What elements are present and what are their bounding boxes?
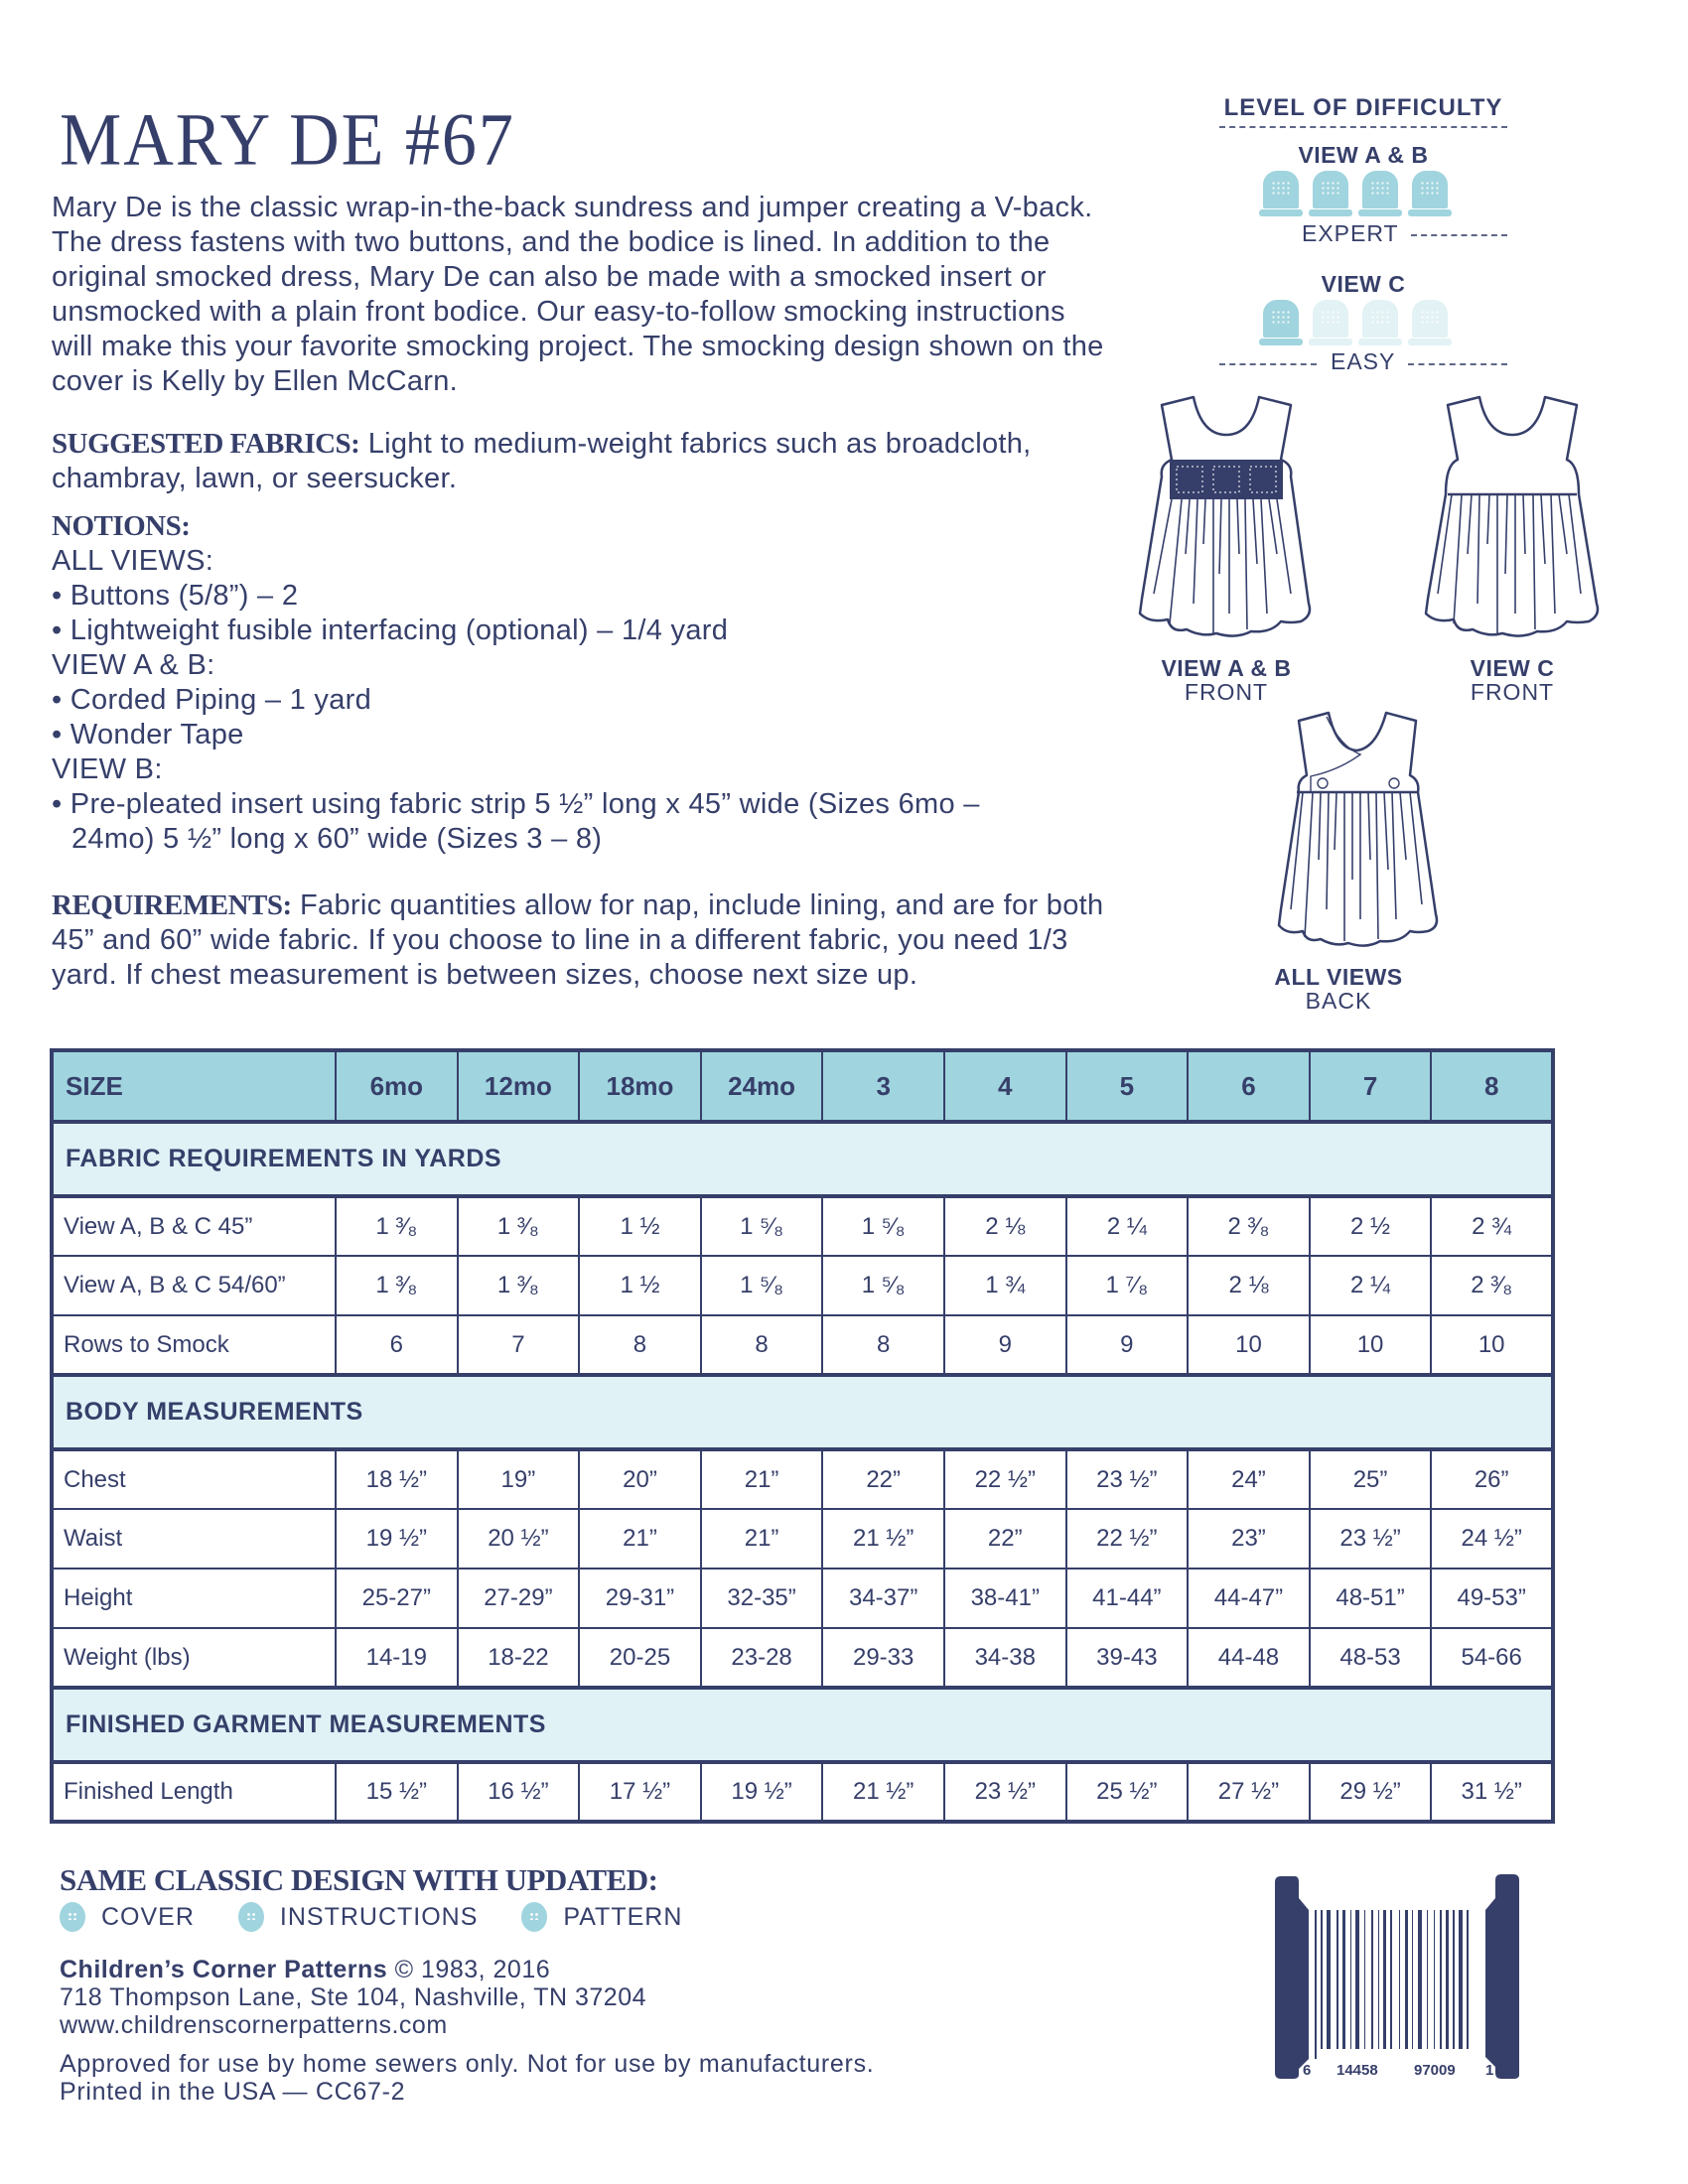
- table-cell: 44-47”: [1188, 1569, 1310, 1628]
- table-cell: 25”: [1310, 1449, 1432, 1509]
- table-row: [52, 1569, 1553, 1628]
- table-cell: 2 ³⁄₈: [1188, 1196, 1310, 1256]
- table-cell: 49-53”: [1431, 1569, 1553, 1628]
- notions-group-label: ALL VIEWS:: [52, 545, 214, 577]
- illustration-label-view-ab: [1122, 656, 1331, 704]
- table-cell: 22 ½”: [944, 1449, 1066, 1509]
- table-cell: 8: [701, 1315, 823, 1375]
- thimble-icon: [1259, 300, 1303, 345]
- table-cell: 20”: [579, 1449, 701, 1509]
- dress-back-illustration: [1269, 711, 1448, 959]
- requirements-text: Fabric quantities allow for nap, include lining, and are for both 45” and 60” wide fabric. If you choose to line in a different fabric, you need 1/3 yard. If chest measurement is between sizes, choose next size up.: [52, 889, 1104, 991]
- intro-paragraph: Mary De is the classic wrap-in-the-back sundress and jumper creating a V-back. The dress fastens with two buttons, and the bodice is lined. In addition to the original smocked dress, Mary De can also be made with a smocked insert or unsmocked with a plain front bodice. Our easy-to-follow smocking instructions will make this your favorite smocking project. The smocking design shown on the cover is Kelly by Ellen McCarn.: [52, 192, 1104, 397]
- suggested-fabrics: [52, 427, 1104, 496]
- company-name: Children’s Corner Patterns: [60, 1956, 388, 1983]
- table-cell: 31 ½”: [1431, 1762, 1553, 1822]
- updated-item-label: COVER: [101, 1902, 195, 1931]
- table-cell: 21”: [579, 1509, 701, 1569]
- size-column-header: 4: [944, 1050, 1066, 1122]
- section-title: BODY MEASUREMENTS: [52, 1375, 1553, 1449]
- notions-item: • Wonder Tape: [52, 719, 244, 751]
- company-address: 718 Thompson Lane, Ste 104, Nashville, TN 37204: [60, 1983, 647, 2011]
- barcode-digits: 14458: [1336, 2062, 1378, 2079]
- table-cell: 18 ½”: [336, 1449, 458, 1509]
- difficulty-rating-view-ab: [1259, 171, 1452, 216]
- table-cell: 16 ½”: [458, 1762, 580, 1822]
- notions-item-continued: 24mo) 5 ½” long x 60” wide (Sizes 3 – 8): [71, 823, 603, 855]
- table-cell: 8: [579, 1315, 701, 1375]
- divider-dashed: [1411, 234, 1507, 236]
- dress-front-smocked-illustration: [1132, 395, 1321, 653]
- table-cell: 26”: [1431, 1449, 1553, 1509]
- table-cell: 20 ½”: [458, 1509, 580, 1569]
- thimble-icon: [1358, 171, 1402, 216]
- illustration-view: ALL VIEWS: [1274, 964, 1403, 990]
- updated-item-label: INSTRUCTIONS: [279, 1902, 479, 1931]
- divider-dashed: [1219, 363, 1317, 365]
- table-cell: 24 ½”: [1431, 1509, 1553, 1569]
- table-cell: 44-48: [1188, 1628, 1310, 1688]
- table-cell: 1 ³⁄₈: [458, 1196, 580, 1256]
- table-row: [52, 1509, 1553, 1569]
- updated-item-pattern: [521, 1902, 682, 1932]
- difficulty-level-text: EXPERT: [1302, 220, 1399, 246]
- requirements-heading: REQUIREMENTS:: [52, 889, 292, 921]
- company-website[interactable]: www.childrenscornerpatterns.com: [60, 2011, 448, 2039]
- difficulty-view-label: VIEW C: [1321, 271, 1406, 297]
- table-cell: 1 ⁵⁄₈: [822, 1196, 944, 1256]
- table-cell: 48-51”: [1310, 1569, 1432, 1628]
- legal-notice: [60, 2050, 874, 2106]
- table-cell: 2 ⅛: [944, 1196, 1066, 1256]
- page-title: MARY DE #67: [60, 98, 515, 182]
- table-cell: 14-19: [336, 1628, 458, 1688]
- button-icon: [238, 1902, 264, 1932]
- table-cell: 24”: [1188, 1449, 1310, 1509]
- table-cell: 2 ½: [1310, 1196, 1432, 1256]
- illustration-side: FRONT: [1184, 679, 1269, 705]
- table-cell: 2 ³⁄₈: [1431, 1256, 1553, 1315]
- size-chart-table: [50, 1048, 1555, 1824]
- table-cell: 34-37”: [822, 1569, 944, 1628]
- printed-text: Printed in the USA — CC67-2: [60, 2078, 406, 2106]
- table-cell: 21 ½”: [822, 1509, 944, 1569]
- row-label: Height: [52, 1569, 336, 1628]
- table-cell: 9: [944, 1315, 1066, 1375]
- barcode-digit: 1: [1485, 2062, 1494, 2079]
- table-cell: 10: [1188, 1315, 1310, 1375]
- table-cell: 2 ¾: [1431, 1196, 1553, 1256]
- thimble-icon-inactive: [1309, 300, 1352, 345]
- illustration-view: VIEW C: [1470, 655, 1555, 681]
- illustration-view: VIEW A & B: [1161, 655, 1292, 681]
- table-cell: 1 ³⁄₈: [336, 1256, 458, 1315]
- notions: [52, 509, 1144, 857]
- table-cell: 6: [336, 1315, 458, 1375]
- thimble-icon: [1259, 171, 1303, 216]
- table-cell: 1 ⁵⁄₈: [701, 1256, 823, 1315]
- table-cell: 29-33: [822, 1628, 944, 1688]
- table-cell: 20-25: [579, 1628, 701, 1688]
- company-info: [60, 1956, 646, 2039]
- table-cell: 29-31”: [579, 1569, 701, 1628]
- table-row: [52, 1449, 1553, 1509]
- difficulty-level-text: EASY: [1331, 348, 1396, 374]
- table-header-row: [52, 1050, 1553, 1122]
- section-title: FINISHED GARMENT MEASUREMENTS: [52, 1688, 1553, 1762]
- table-cell: 1 ³⁄₈: [458, 1256, 580, 1315]
- suggested-fabrics-text: Light to medium-weight fabrics such as broadcloth, chambray, lawn, or seersucker.: [52, 428, 1032, 494]
- row-label: Finished Length: [52, 1762, 336, 1822]
- copyright: © 1983, 2016: [387, 1956, 551, 1983]
- table-cell: 25 ½”: [1066, 1762, 1189, 1822]
- size-column-header: 6: [1188, 1050, 1310, 1122]
- table-cell: 38-41”: [944, 1569, 1066, 1628]
- table-cell: 10: [1431, 1315, 1553, 1375]
- table-cell: 25-27”: [336, 1569, 458, 1628]
- table-cell: 19 ½”: [701, 1762, 823, 1822]
- thimble-icon: [1408, 171, 1452, 216]
- difficulty-view-label: VIEW A & B: [1298, 142, 1429, 168]
- thimble-icon-inactive: [1408, 300, 1452, 345]
- divider-dashed: [1219, 126, 1507, 128]
- table-section-row: [52, 1375, 1553, 1449]
- thimble-icon-inactive: [1358, 300, 1402, 345]
- table-cell: 27-29”: [458, 1569, 580, 1628]
- table-cell: 21 ½”: [822, 1762, 944, 1822]
- updated-item-instructions: [238, 1902, 479, 1932]
- table-cell: 1 ½: [579, 1196, 701, 1256]
- table-cell: 19 ½”: [336, 1509, 458, 1569]
- table-cell: 18-22: [458, 1628, 580, 1688]
- requirements: [52, 888, 1124, 993]
- difficulty-rating-view-c: [1259, 300, 1452, 345]
- table-cell: 23 ½”: [944, 1762, 1066, 1822]
- table-cell: 2 ⅛: [1188, 1256, 1310, 1315]
- table-row: [52, 1762, 1553, 1822]
- suggested-fabrics-heading: SUGGESTED FABRICS:: [52, 428, 360, 460]
- table-row: [52, 1196, 1553, 1256]
- table-cell: 1 ¾: [944, 1256, 1066, 1315]
- updated-item-label: PATTERN: [563, 1902, 683, 1931]
- section-title: FABRIC REQUIREMENTS IN YARDS: [52, 1122, 1553, 1196]
- table-cell: 23 ½”: [1310, 1509, 1432, 1569]
- notions-group-label: VIEW A & B:: [52, 649, 215, 681]
- table-cell: 27 ½”: [1188, 1762, 1310, 1822]
- table-cell: 19”: [458, 1449, 580, 1509]
- table-cell: 2 ¼: [1310, 1256, 1432, 1315]
- table-section-row: [52, 1122, 1553, 1196]
- table-section-row: [52, 1688, 1553, 1762]
- updated-item-cover: [60, 1902, 195, 1932]
- table-cell: 32-35”: [701, 1569, 823, 1628]
- notions-item: • Buttons (5/8”) – 2: [52, 580, 299, 612]
- table-cell: 8: [822, 1315, 944, 1375]
- table-cell: 1 ⁵⁄₈: [822, 1256, 944, 1315]
- row-label: View A, B & C 54/60”: [52, 1256, 336, 1315]
- notions-heading: NOTIONS:: [52, 510, 191, 542]
- updated-list: [60, 1902, 726, 1932]
- illustration-side: FRONT: [1470, 679, 1555, 705]
- table-row: [52, 1628, 1553, 1688]
- row-label: Weight (lbs): [52, 1628, 336, 1688]
- table-cell: 21”: [701, 1509, 823, 1569]
- button-icon: [60, 1902, 85, 1932]
- table-cell: 22”: [944, 1509, 1066, 1569]
- difficulty-title: LEVEL OF DIFFICULTY: [1223, 94, 1503, 121]
- table-cell: 41-44”: [1066, 1569, 1189, 1628]
- table-cell: 23”: [1188, 1509, 1310, 1569]
- barcode-digits: 97009: [1414, 2062, 1456, 2079]
- divider-dashed: [1408, 363, 1507, 365]
- table-body: [52, 1122, 1553, 1822]
- table-cell: 29 ½”: [1310, 1762, 1432, 1822]
- thimble-icon: [1309, 171, 1352, 216]
- table-cell: 22 ½”: [1066, 1509, 1189, 1569]
- table-cell: 7: [458, 1315, 580, 1375]
- size-column-header: 3: [822, 1050, 944, 1122]
- size-column-header: 6mo: [336, 1050, 458, 1122]
- table-cell: 23-28: [701, 1628, 823, 1688]
- dress-front-plain-illustration: [1418, 395, 1607, 653]
- barcode-digit: 6: [1303, 2062, 1312, 2079]
- table-cell: 22”: [822, 1449, 944, 1509]
- table-row: [52, 1315, 1553, 1375]
- table-cell: 1 ½: [579, 1256, 701, 1315]
- illustration-label-view-c: [1408, 656, 1617, 704]
- illustration-side: BACK: [1305, 988, 1372, 1014]
- table-cell: 15 ½”: [336, 1762, 458, 1822]
- table-cell: 17 ½”: [579, 1762, 701, 1822]
- table-cell: 54-66: [1431, 1628, 1553, 1688]
- legal-text: Approved for use by home sewers only. Not for use by manufacturers.: [60, 2050, 875, 2078]
- table-cell: 39-43: [1066, 1628, 1189, 1688]
- table-cell: 9: [1066, 1315, 1189, 1375]
- size-column-header: 18mo: [579, 1050, 701, 1122]
- size-column-header: 24mo: [701, 1050, 823, 1122]
- barcode-spool-icon: [1257, 1870, 1525, 2079]
- button-icon: [521, 1902, 547, 1932]
- notions-group-label: VIEW B:: [52, 753, 163, 785]
- table-cell: 21”: [701, 1449, 823, 1509]
- table-cell: 2 ¼: [1066, 1196, 1189, 1256]
- table-cell: 23 ½”: [1066, 1449, 1189, 1509]
- size-column-header: 7: [1310, 1050, 1432, 1122]
- table-cell: 1 ⁵⁄₈: [701, 1196, 823, 1256]
- notions-item: • Lightweight fusible interfacing (optional) – 1/4 yard: [52, 614, 729, 646]
- table-cell: 1 ⁷⁄₈: [1066, 1256, 1189, 1315]
- notions-item: • Pre-pleated insert using fabric strip 5 ½” long x 45” wide (Sizes 6mo –: [52, 788, 980, 820]
- row-label: Chest: [52, 1449, 336, 1509]
- row-label: Waist: [52, 1509, 336, 1569]
- illustration-label-all-views: [1239, 965, 1438, 1013]
- table-cell: 1 ³⁄₈: [336, 1196, 458, 1256]
- row-label: View A, B & C 45”: [52, 1196, 336, 1256]
- size-column-header: 5: [1066, 1050, 1189, 1122]
- size-column-header: 12mo: [458, 1050, 580, 1122]
- size-header: SIZE: [52, 1050, 336, 1122]
- row-label: Rows to Smock: [52, 1315, 336, 1375]
- notions-item: • Corded Piping – 1 yard: [52, 684, 372, 716]
- table-cell: 10: [1310, 1315, 1432, 1375]
- table-cell: 34-38: [944, 1628, 1066, 1688]
- updated-heading: SAME CLASSIC DESIGN WITH UPDATED:: [60, 1862, 658, 1897]
- table-row: [52, 1256, 1553, 1315]
- table-cell: 48-53: [1310, 1628, 1432, 1688]
- size-column-header: 8: [1431, 1050, 1553, 1122]
